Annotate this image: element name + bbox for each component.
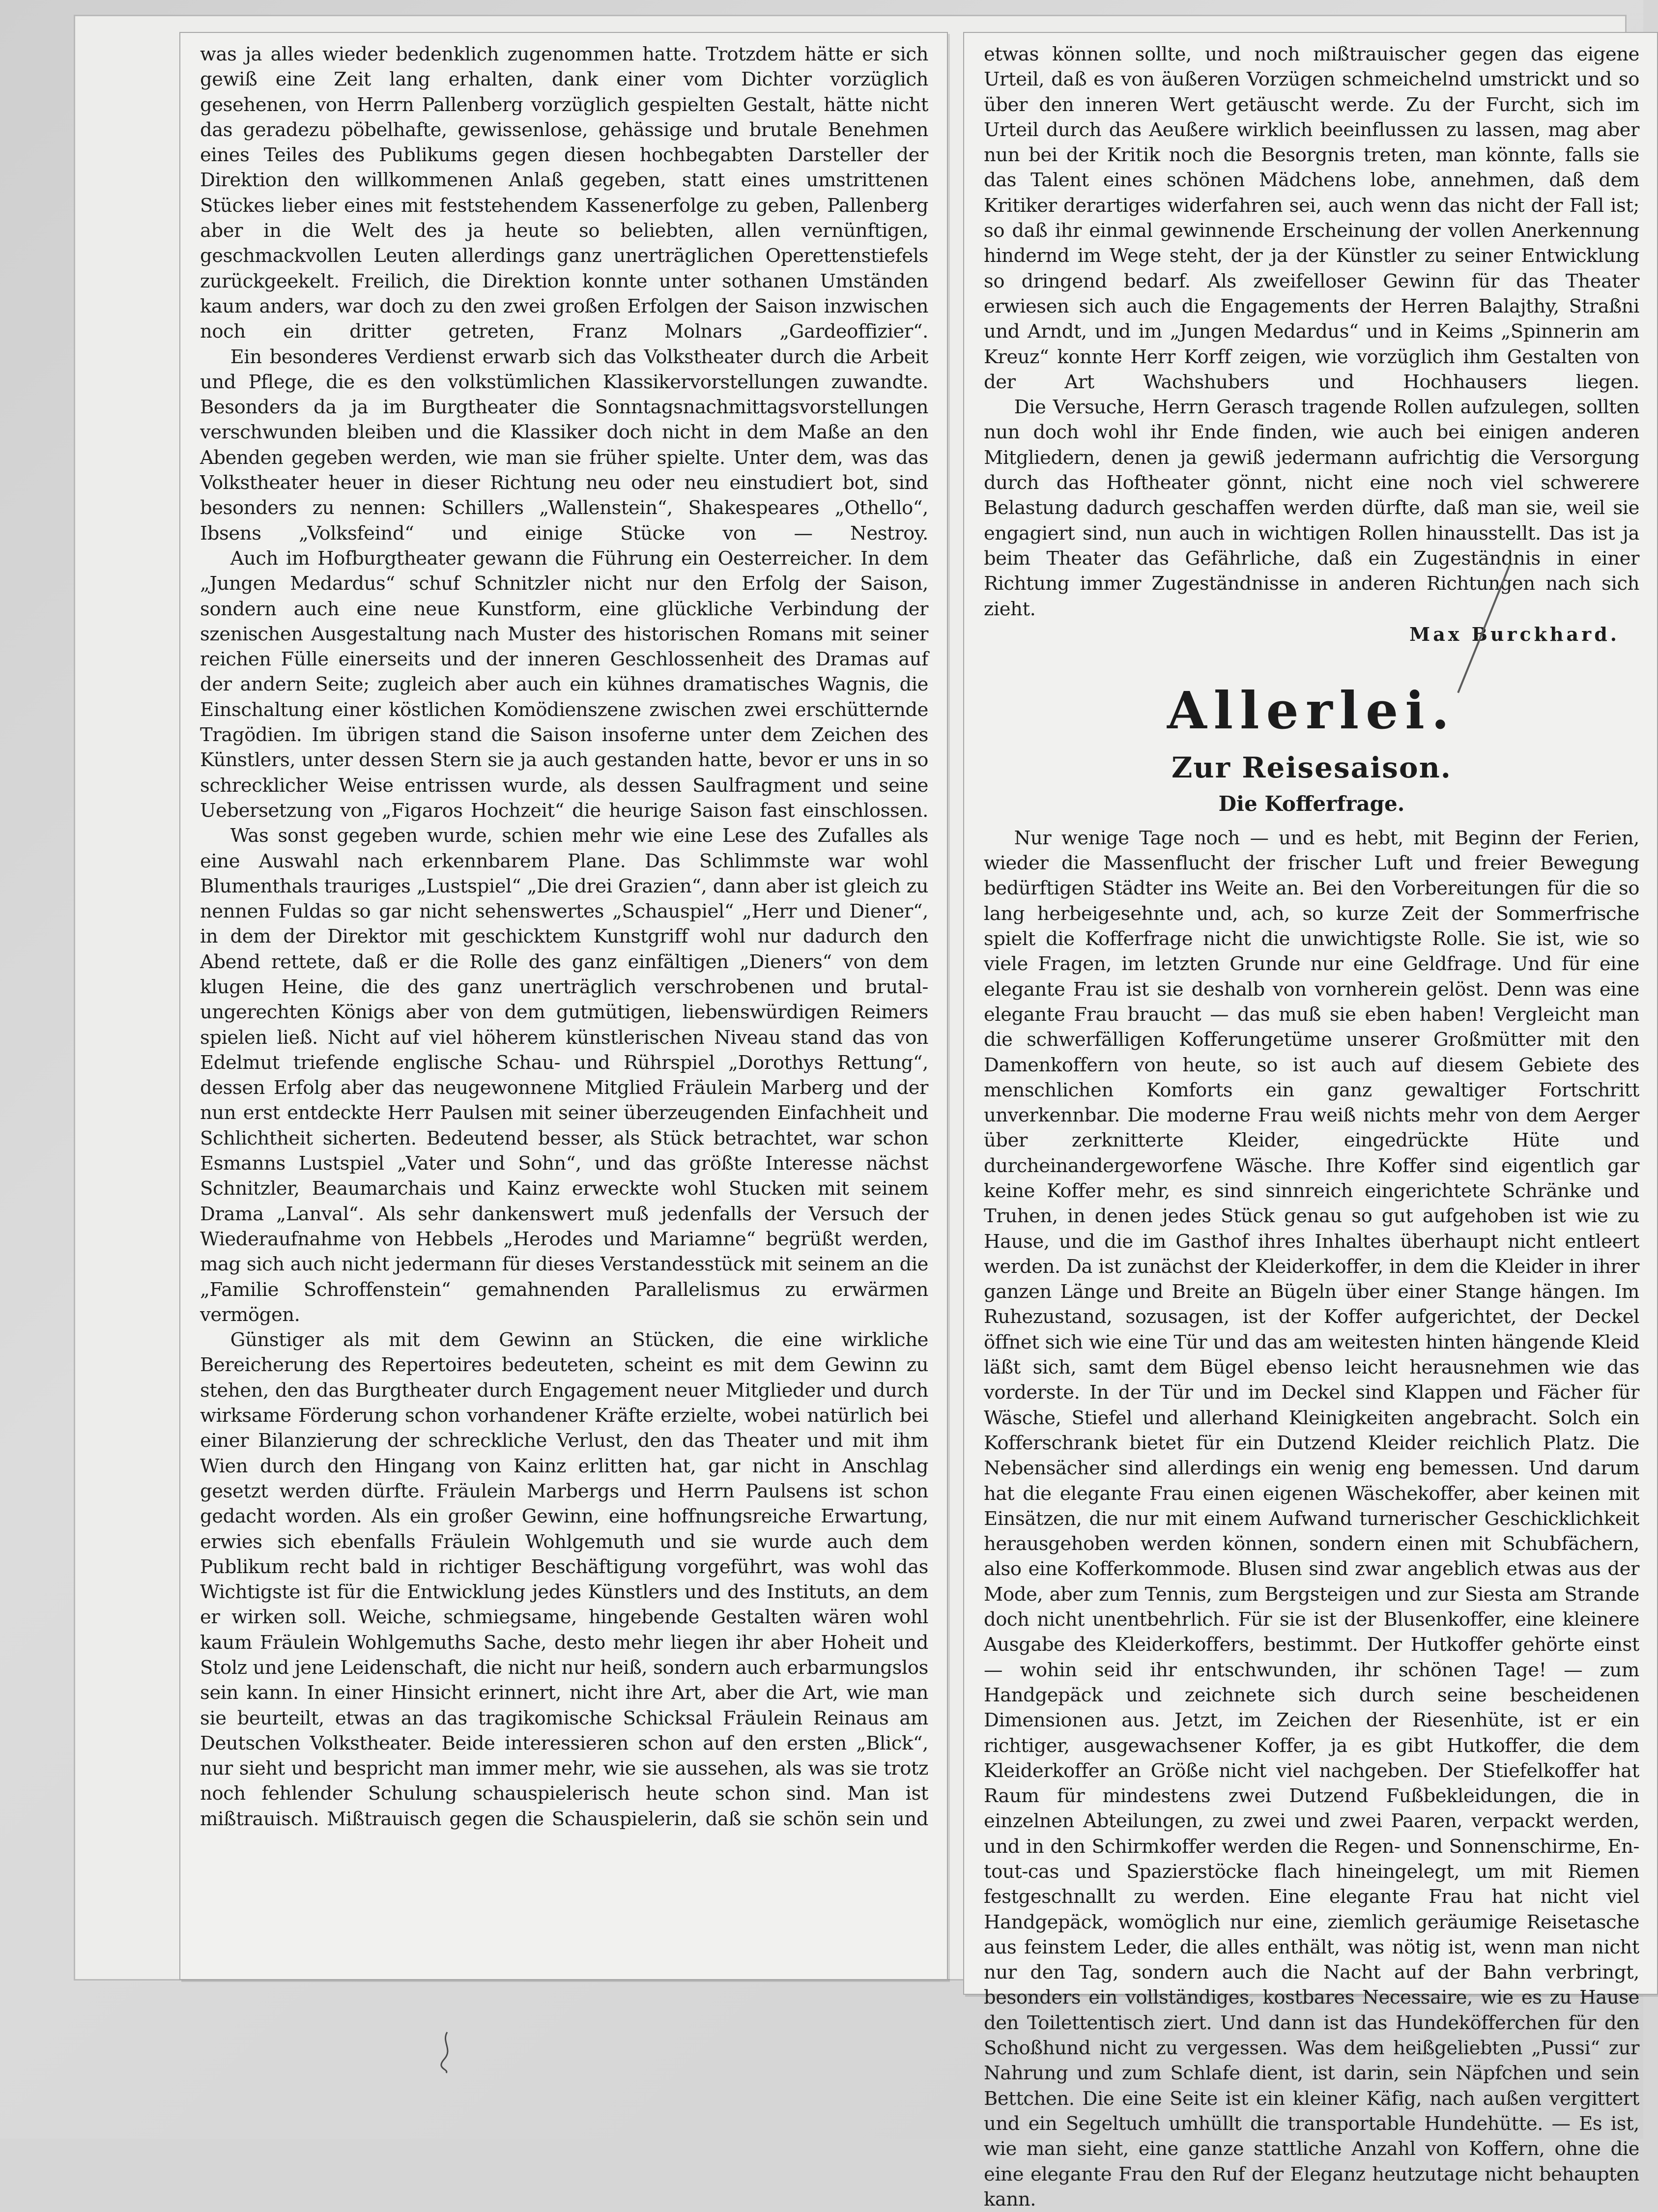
left-paragraph-2: Ein besonderes Verdienst erwarb sich das Volkstheater durch die Arbeit und Pflege, die es den volkstümlichen Klassikervorstellungen zuwandte. Besonders da ja im Burgtheater die Sonntagsnachmittagsvorstellungen verschwunden bleiben und die Klassiker doch nicht in dem Maße an den Abenden gegeben werden, wie man sie früher spielte. Unter dem, was das Volkstheater heuer in dieser Richtung neu oder neu einstudiert bot, sind besonders zu nennen: Schillers „Wallenstein“, Shakespeares „Othello“, Ibsens „Volksfeind“ und einige Stücke von — Nestroy. xyxy=(200,345,928,545)
right-column xyxy=(964,33,1657,2211)
left-column xyxy=(180,33,947,1979)
left-column-clipping xyxy=(179,32,948,1980)
right-column-clipping xyxy=(963,32,1658,2211)
section-title: Allerlei. xyxy=(1167,680,1457,741)
left-paragraph-1: was ja alles wieder bedenklich zugenommen hatte. Trotzdem hätte er sich gewiß eine Zeit lang erhalten, dank einer vom Dichter vorzüglich gesehenen, von Herrn Pallenberg vorzüglich gespielten Gestalt, hätte nicht das geradezu pöbelhafte, gewissenlose, gehässige und brutale Benehmen eines Teiles des Publikums gegen diesen hochbegabten Darsteller der Direktion den willkommenen Anlaß gegeben, statt eines umstrittenen Stückes lieber eines mit feststehendem Kassenerfolge zu geben, Pallenberg aber in die Welt des ja heute so beliebten, allen vernünftigen, geschmackvollen Leuten allerdings ganz unerträglichen Operettenstiefels zurückgeekelt. Freilich, die Direktion konnte unter sothanen Umständen kaum anders, war doch zu den zwei großen Erfolgen der Saison inzwischen noch ein dritter getreten, Franz Molnars „Gardeoffizier“. xyxy=(200,43,928,343)
left-paragraph-4: Was sonst gegeben wurde, schien mehr wie eine Lese des Zufalles als eine Auswahl nach erkennbarem Plane. Das Schlimmste war wohl Blumenthals trauriges „Lustspiel“ „Die drei Grazien“, dann aber ist gleich zu nennen Fuldas so gar nicht sehenswertes „Schauspiel“ „Herr und Diener“, in dem der Direktor mit geschicktem Kunstgriff wohl nur dadurch den Abend rettete, daß er die Rolle des ganz einfältigen „Dieners“ von dem klugen Heine, die des ganz unerträglich verschrobenen und brutal-ungerechten Königs aber von dem gutmütigen, liebenswürdigen Reimers spielen ließ. Nicht auf viel höherem künstlerischen Niveau stand das von Edelmut triefende englische Schau- und Rührspiel „Dorothys Rettung“, dessen Erfolg aber das neugewonnene Mitglied Fräulein Marberg und der nun erst entdeckte Herr Paulsen mit seiner überzeugenden Einfachheit und Schlichtheit sicherten. Bedeutend besser, als Stück betrachtet, war schon Esmanns Lustspiel „Vater und Sohn“, und das größte Interesse nächst Schnitzler, Beaumarchais und Kainz erweckte wohl Stucken mit seinem Drama „Lanval“. Als sehr dankenswert muß jedenfalls der Versuch der Wiederaufnahme von Hebbels „Herodes und Mariamne“ begrüßt werden, mag sich auch nicht jedermann für dieses Verstandesstück mit seinem an die „Familie Schroffenstein“ gemahnenden Parallelismus zu erwärmen vermögen. xyxy=(200,825,928,1326)
article-subtitle: Die Kofferfrage. xyxy=(1218,791,1405,816)
left-paragraph-5: Günstiger als mit dem Gewinn an Stücken, die eine wirkliche Bereicherung des Repertoires bedeuteten, scheint es mit dem Gewinn zu stehen, den das Burgtheater durch Engagement neuer Mitglieder und durch wirksame Förderung schon vorhandener Kräfte erzielte, wobei natürlich bei einer Bilanzierung der schreckliche Verlust, den das Theater und mit ihm Wien durch den Hingang von Kainz erlitten hat, gar nicht in Anschlag gesetzt werden dürfte. Fräulein Marbergs und Herrn Paulsens ist schon gedacht worden. Als ein großer Gewinn, eine hoffnungsreiche Erwartung, erwies sich ebenfalls Fräulein Wohlgemuth und sie wurde auch dem Publikum recht bald in richtiger Beschäftigung vorgeführt, was wohl das Wichtigste ist für die Entwicklung jedes Künstlers und des Instituts, an dem er wirken soll. Weiche, schmiegsame, hingebende Gestalten wären wohl kaum Fräulein Wohlgemuths Sache, desto mehr liegen ihr aber Hoheit und Stolz und jene Leidenschaft, die nicht nur heiß, sondern auch erbarmungslos sein kann. In einer Hinsicht erinnert, nicht ihre Art, aber die Art, wie man sie beurteilt, etwas an das tragikomische Schicksal Fräulein Reinaus am Deutschen Volkstheater. Beide interessieren schon auf den ersten „Blick“, nur sieht und bespricht man immer mehr, wie sie aussehen, als was sie trotz noch fehlender Schulung schauspielerisch heute schon sind. Man ist mißtrauisch. Mißtrauisch gegen die Schauspielerin, daß sie schön sein und xyxy=(200,1329,928,1830)
scan-scratch-mark xyxy=(437,2030,457,2074)
author-signature: Max Burckhard. xyxy=(1409,623,1620,645)
article-title: Zur Reisesaison. xyxy=(1172,750,1452,784)
article-paragraph-1: Nur wenige Tage noch — und es hebt, mit Beginn der Ferien, wieder die Massenflucht der frischer Luft und freier Bewegung bedürftigen Städter ins Weite an. Bei den Vorbereitungen für die so lang herbeigesehnte und, ach, so kurze Zeit der Sommerfrische spielt die Kofferfrage nicht die unwichtigste Rolle. Sie ist, wie so viele Fragen, im letzten Grunde nur eine Geldfrage. Und für eine elegante Frau ist sie deshalb von vornherein gelöst. Denn was eine elegante Frau braucht — das muß sie eben haben! Vergleicht man die schwerfälligen Kofferungetüme unserer Großmütter mit den Damenkoffern von heute, so ist auch auf diesem Gebiete des menschlichen Komforts ein ganz gewaltiger Fortschritt unverkennbar. Die moderne Frau weiß nichts mehr von dem Aerger über zerknitterte Kleider, eingedrückte Hüte und durcheinandergeworfene Wäsche. Ihre Koffer sind eigentlich gar keine Koffer mehr, es sind sinnreich eingerichtete Schränke und Truhen, in denen jedes Stück genau so gut aufgehoben ist wie zu Hause, und die im Gasthof ihres Inhaltes überhaupt nicht entleert werden. Da ist zunächst der Kleiderkoffer, in dem die Kleider in ihrer ganzen Länge und Breite an Bügeln über einer Stange hängen. Im Ruhezustand, sozusagen, ist der Koffer aufgerichtet, der Deckel öffnet sich wie eine Tür und das am weitesten hinten hängende Kleid läßt sich, samt dem Bügel ebenso leicht herausnehmen wie das vorderste. In der Tür und im Deckel sind Klappen und Fächer für Wäsche, Stiefel und allerhand Kleinigkeiten angebracht. Solch ein Kofferschrank bietet für ein Dutzend Kleider reichlich Platz. Die Nebensächer sind allerdings ein wenig eng bemessen. Und darum hat die elegante Frau einen eigenen Wäschekoffer, aber keinen mit Einsätzen, die nur mit einem Aufwand turnerischer Geschicklichkeit herausgehoben werden können, sondern einen mit Schubfächern, also eine Kofferkommode. Blusen sind zwar angeblich etwas aus der Mode, aber zum Tennis, zum Bergsteigen und zur Siesta am Strande doch nicht unentbehrlich. Für sie ist der Blusenkoffer, eine kleinere Ausgabe des Kleiderkoffers, bestimmt. Der Hutkoffer gehörte einst — wohin seid ihr entschwunden, ihr schönen Tage! — zum Handgepäck und zeichnete sich durch seine bescheidenen Dimensionen aus. Jetzt, im Zeichen der Riesenhüte, ist er ein richtiger, ausgewachsener Koffer, ja es gibt Hutkoffer, die dem Kleiderkoffer an Größe nicht viel nachgeben. Der Stiefelkoffer hat Raum für mindestens zwei Dutzend Fußbekleidungen, die in einzelnen Abteilungen, zu zwei und zwei Paaren, verpackt werden, und in den Schirmkoffer werden die Regen- und Sonnenschirme, En-tout-cas und Spazierstöcke flach hineingelegt, um mit Riemen festgeschnallt zu werden. Eine elegante Frau hat nicht viel Handgepäck, womöglich nur eine, ziemlich geräumige Reisetasche aus feinstem Leder, die alles enthält, was nötig ist, wenn man nicht nur den Tag, sondern auch die Nacht auf der Bahn verbringt, besonders ein vollständiges, kostbares Necessaire, wie es zu Hause den Toilettentisch ziert. Und dann ist das Hundeköfferchen für den Schoßhund nicht zu vergessen. Was dem heißgeliebten „Pussi“ zur Nahrung und zum Schlafe dient, ist darin, sein Näpfchen und sein Bettchen. Die eine Seite ist ein kleiner Käfig, nach außen vergittert und ein Segeltuch umhüllt die transportable Hundehütte. — Es ist, wie man sieht, eine ganze stattliche Anzahl von Koffern, ohne die eine elegante Frau den Ruf der Eleganz heutzutage nicht behaupten kann. xyxy=(984,827,1639,2211)
right-paragraph-2: Die Versuche, Herrn Gerasch tragende Rollen aufzulegen, sollten nun doch wohl ihr Ende finden, wie auch bei einigen anderen Mitgliedern, denen ja gewiß jedermann aufrichtig die Versorgung durch das Hoftheater gönnt, nicht eine noch viel schwerere Belastung dadurch geschaffen werden dürfte, daß man sie, weil sie engagiert sind, nun auch in wichtigen Rollen hinausstellt. Das ist ja beim Theater das Gefährliche, daß ein Zugeständnis in einer Richtung immer Zugeständnisse in anderen Richtungen nach sich zieht. xyxy=(984,396,1639,620)
left-paragraph-3: Auch im Hofburgtheater gewann die Führung ein Oesterreicher. In dem „Jungen Medardus“ schuf Schnitzler nicht nur den Erfolg der Saison, sondern auch eine neue Kunstform, eine glückliche Verbindung der szenischen Ausgestaltung nach Muster des historischen Romans mit seiner reichen Fülle einerseits und der inneren Geschlossenheit des Dramas auf der andern Seite; zugleich aber auch ein kühnes dramatisches Wagnis, die Einschaltung einer köstlichen Komödienszene zwischen zwei erschütternde Tragödien. Im übrigen stand die Saison insoferne unter dem Zeichen des Künstlers, unter dessen Stern sie ja auch gestanden hatte, bevor er uns in so schrecklicher Weise entrissen wurde, als dessen Saulfragment und seine Uebersetzung von „Figaros Hochzeit“ die heurige Saison fast einschlossen. xyxy=(200,547,928,822)
right-paragraph-1: etwas können sollte, und noch mißtrauischer gegen das eigene Urteil, daß es von äußeren Vorzügen schmeichelnd umstrickt und so über den inneren Wert getäuscht werde. Zu der Furcht, sich im Urteil durch das Aeußere wirklich beeinflussen zu lassen, mag aber nun bei der Kritik noch die Besorgnis treten, man könnte, falls sie das Talent eines schönen Mädchens lobe, annehmen, daß dem Kritiker derartiges widerfahren sei, auch wenn das nicht der Fall ist; so daß ihr einmal gewinnende Erscheinung der vollen Anerkennung hindernd im Wege steht, der ja der Künstler zu seiner Entwicklung so dringend bedarf. Als zweifelloser Gewinn für das Theater erwiesen sich auch die Engagements der Herren Balajthy, Straßni und Arndt, und im „Jungen Medardus“ und in Keims „Spinnerin am Kreuz“ konnte Herr Korff zeigen, wie vorzüglich ihm Gestalten von der Art Wachshubers und Hochhausers liegen. xyxy=(984,43,1639,393)
newspaper-page xyxy=(74,15,1639,2211)
